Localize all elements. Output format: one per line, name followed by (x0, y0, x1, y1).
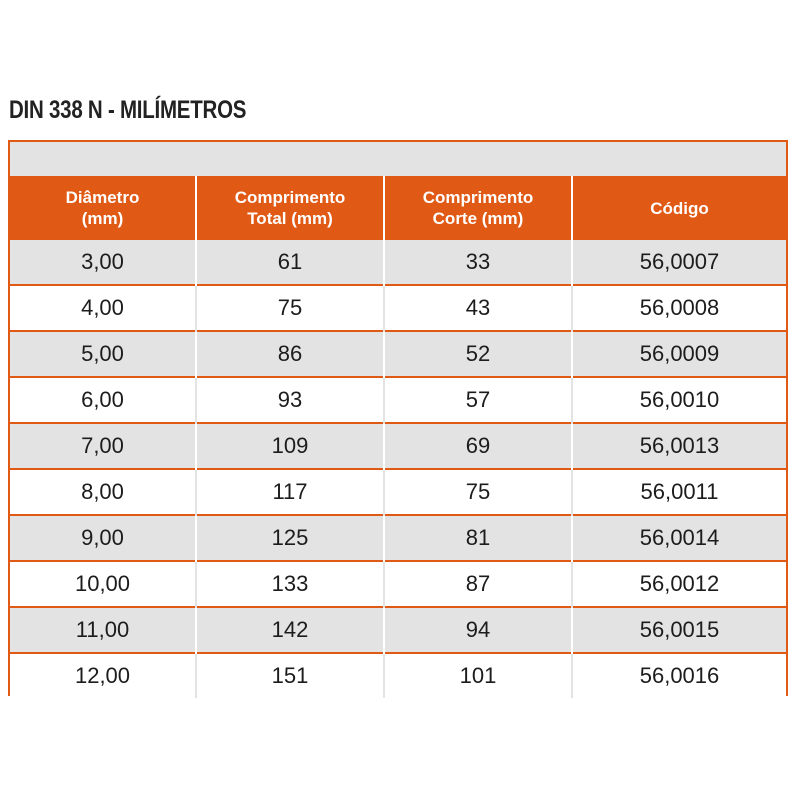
cell-comprimento-total: 75 (196, 285, 384, 331)
spec-table (10, 176, 786, 698)
cell-codigo: 56,0010 (572, 377, 786, 423)
cell-comprimento-corte: 57 (384, 377, 572, 423)
cell-diametro: 6,00 (10, 377, 196, 423)
table-top-band (10, 142, 786, 176)
cell-codigo: 56,0007 (572, 240, 786, 285)
header-comprimento-corte (384, 176, 572, 240)
table-row (10, 469, 786, 515)
cell-comprimento-total: 61 (196, 240, 384, 285)
header-line: Total (mm) (247, 209, 333, 228)
cell-codigo: 56,0016 (572, 653, 786, 698)
header-line: Comprimento (422, 188, 534, 207)
cell-diametro: 10,00 (10, 561, 196, 607)
cell-diametro: 3,00 (10, 240, 196, 285)
cell-diametro: 12,00 (10, 653, 196, 698)
table-row (10, 653, 786, 698)
header-comprimento-total (196, 176, 384, 240)
table-row (10, 331, 786, 377)
cell-comprimento-total: 109 (196, 423, 384, 469)
table-row (10, 561, 786, 607)
cell-codigo: 56,0008 (572, 285, 786, 331)
cell-comprimento-total: 151 (196, 653, 384, 698)
cell-comprimento-corte: 33 (384, 240, 572, 285)
table-header-row (10, 176, 786, 240)
cell-comprimento-corte: 43 (384, 285, 572, 331)
table-row (10, 515, 786, 561)
cell-comprimento-corte: 101 (384, 653, 572, 698)
table-row (10, 377, 786, 423)
cell-codigo: 56,0012 (572, 561, 786, 607)
header-line: Corte (mm) (432, 209, 524, 228)
table-row (10, 240, 786, 285)
cell-codigo: 56,0014 (572, 515, 786, 561)
header-line: (mm) (81, 209, 124, 228)
cell-comprimento-total: 133 (196, 561, 384, 607)
cell-comprimento-corte: 69 (384, 423, 572, 469)
cell-codigo: 56,0011 (572, 469, 786, 515)
cell-diametro: 7,00 (10, 423, 196, 469)
cell-diametro: 4,00 (10, 285, 196, 331)
cell-diametro: 9,00 (10, 515, 196, 561)
header-line: Diâmetro (65, 188, 140, 207)
table-row (10, 285, 786, 331)
table-row (10, 607, 786, 653)
table-body (10, 240, 786, 698)
cell-comprimento-corte: 87 (384, 561, 572, 607)
cell-codigo: 56,0015 (572, 607, 786, 653)
cell-comprimento-corte: 81 (384, 515, 572, 561)
cell-diametro: 8,00 (10, 469, 196, 515)
cell-comprimento-corte: 94 (384, 607, 572, 653)
spec-table-frame (8, 140, 788, 696)
header-codigo (572, 176, 786, 240)
header-diametro (10, 176, 196, 240)
table-row (10, 423, 786, 469)
cell-diametro: 11,00 (10, 607, 196, 653)
cell-comprimento-total: 125 (196, 515, 384, 561)
cell-comprimento-total: 93 (196, 377, 384, 423)
cell-comprimento-corte: 52 (384, 331, 572, 377)
cell-diametro: 5,00 (10, 331, 196, 377)
cell-codigo: 56,0009 (572, 331, 786, 377)
header-line: Código (650, 198, 709, 218)
header-line: Comprimento (234, 188, 346, 207)
cell-comprimento-total: 86 (196, 331, 384, 377)
cell-comprimento-total: 142 (196, 607, 384, 653)
cell-comprimento-corte: 75 (384, 469, 572, 515)
cell-codigo: 56,0013 (572, 423, 786, 469)
cell-comprimento-total: 117 (196, 469, 384, 515)
page-title: DIN 338 N - MILÍMETROS (9, 96, 247, 124)
